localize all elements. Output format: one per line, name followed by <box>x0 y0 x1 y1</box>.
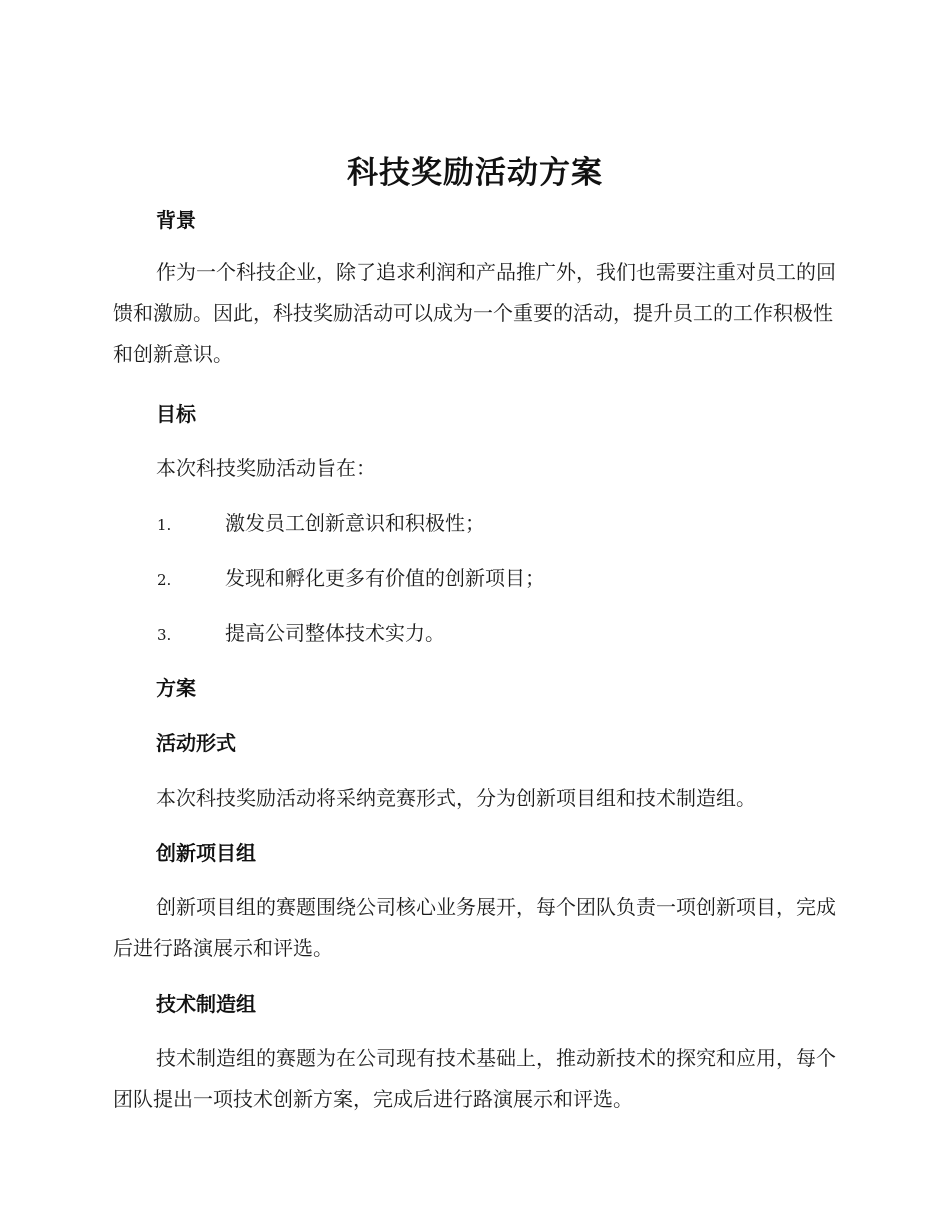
paragraph-activity-format: 本次科技奖励活动将采纳竞赛形式，分为创新项目组和技术制造组。 <box>156 786 756 810</box>
paragraph-innovation-group: 创新项目组的赛题围绕公司核心业务展开，每个团队负责一项创新项目，完成后进行路演展示和评选。 <box>113 895 836 960</box>
list-number: 2. <box>157 571 172 589</box>
heading-goals: 目标 <box>156 402 196 426</box>
list-text: 激发员工创新意识和积极性； <box>225 511 485 535</box>
paragraph-tech-group: 技术制造组的赛题为在公司现有技术基础上，推动新技术的探究和应用，每个团队提出一项技术创新方案，完成后进行路演展示和评选。 <box>113 1046 836 1111</box>
list-number: 3. <box>157 626 172 644</box>
list-item <box>157 564 545 594</box>
heading-background: 背景 <box>156 208 196 232</box>
heading-tech-group: 技术制造组 <box>156 992 256 1016</box>
heading-activity-format: 活动形式 <box>156 731 236 755</box>
document-title: 科技奖励活动方案 <box>347 155 603 191</box>
list-number: 1. <box>157 516 172 534</box>
list-item <box>157 619 445 649</box>
list-text: 发现和孵化更多有价值的创新项目； <box>225 566 545 590</box>
goals-intro: 本次科技奖励活动旨在： <box>156 456 376 480</box>
list-text: 提高公司整体技术实力。 <box>225 621 445 645</box>
heading-innovation-group: 创新项目组 <box>156 841 256 865</box>
paragraph-background: 作为一个科技企业，除了追求利润和产品推广外，我们也需要注重对员工的回馈和激励。因此，科技奖励活动可以成为一个重要的活动，提升员工的工作积极性和创新意识。 <box>113 260 836 366</box>
list-item <box>157 509 485 539</box>
heading-plan: 方案 <box>156 676 196 700</box>
